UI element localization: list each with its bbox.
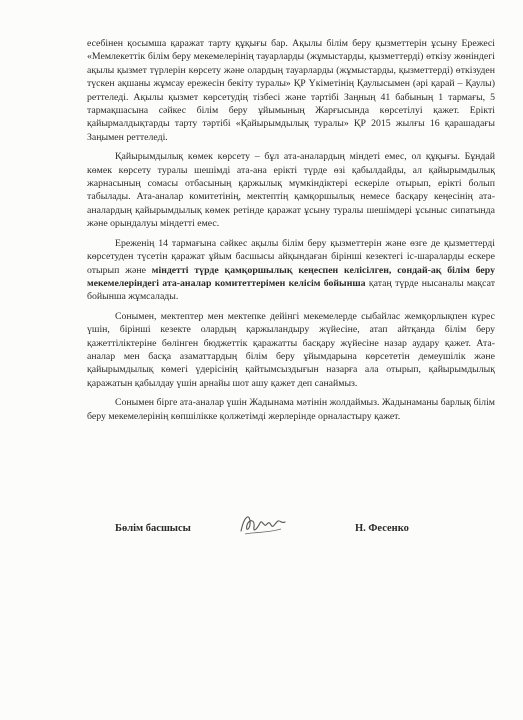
bold-text: міндетті түрде қамқоршылық кеңеспен келісілген, сондай-ақ білім беру мекемелеріндегі ата-аналар комитеттерімен келісім бойынша [87, 264, 495, 289]
paragraph-text: есебінен қосымша қаражат тарту құқығы бар. Ақылы білім беру қызметтерін ұсыну Ережесі «Мемлекеттік білім беру мекемелерінің тауарларды (жұмыстарды, қызметтерді) өткізу жөніндегі ақылы қызмет түрлерін көрсету және олардың тауарларды (жұмыстарды, қызметтерді) өткізуден түскен ақшаны жұмсау ережесін бекіту туралы» ҚР Үкіметінің Қаулысымен (әрі қарай – Қаулы) реттеледі. Ақылы қызмет көрсетудің тізбесі және тәртібі Заңның 41 бабының 1 тармағы, 5 тармақшасына сәйкес білім беру ұйымының Жарғысында көрсетілуі қажет. Ерікті қайырмалдықтарды тарту тәртібі «Қайырымдылық туралы» ҚР 2015 жылғы 16 қарашадағы Заңымен реттеледі. [87, 38, 495, 143]
signatory-name: Н. Фесенко [355, 523, 409, 534]
paragraph [87, 396, 495, 423]
paragraph [87, 237, 495, 304]
paragraph [87, 37, 495, 144]
signature-block [87, 505, 495, 545]
paragraph-text: Ереженің 14 тармағына сәйкес ақылы білім беру қызметтерін және өзге де қызметтерді көрсетуден түсетін қаражат ұйым басшысы айқындаған бірінші кезектегі іс-шараларды ескере отырып және [87, 237, 495, 276]
paragraph [87, 150, 495, 230]
paragraph [87, 310, 495, 390]
signatory-title: Бөлім басшысы [115, 523, 191, 534]
paragraph-text: Сонымен, мектептер мен мектепке дейінгі мекемелерде сыбайлас жемқорлықпен күрес үшін, бірінші кезекте олардың қаржыландыру жүйесіне, атап айтқанда білім беру қажеттіліктеріне бөлінген бюджеттік қаражатты басқару жүйесіне назар аудару қажет. Ата-аналар мен басқа азаматтардың білім беру ұйымдарына көрсететін демеушілік және қайырымдылық көмегі үдерісінің қайтымсыздығын назарға ала отырып, қайырымдылық қаражатын қабылдау үшін арнайы шот ашу қажет деп санаймыз. [87, 310, 495, 389]
paragraph-text: Сонымен бірге ата-аналар үшін Жадынама мәтінін жолдаймыз. Жадынаманы барлық білім беру мекемелерінің көпшілікке қолжетімді жерлерінде орналастыру қажет. [87, 397, 495, 422]
paragraph-text: Қайырымдылық көмек көрсету – бұл ата-аналардың міндеті емес, ол құқығы. Бұндай көмек көрсету туралы шешімді ата-ана ерікті түрде өзі қабылдайды, ал қайырымдылық жарнасының сомасы отбасының қаржылық мүмкіндіктері ескеріле отырып, ерікті болып табылады. Ата-аналар комитетінің, мектептің қамқоршылық немесе басқару кеңесінің ата-аналардың қайырымдылық көмек ретінде қаражат ұсыну туралы шешімдері ұсыныс сипатында және орындалуы міндетті емес. [87, 151, 495, 230]
handwritten-signature [235, 507, 295, 541]
document-body [87, 37, 495, 427]
paragraph-text: қатаң түрде нысаналы мақсат бойынша жұмсалады. [87, 277, 495, 303]
